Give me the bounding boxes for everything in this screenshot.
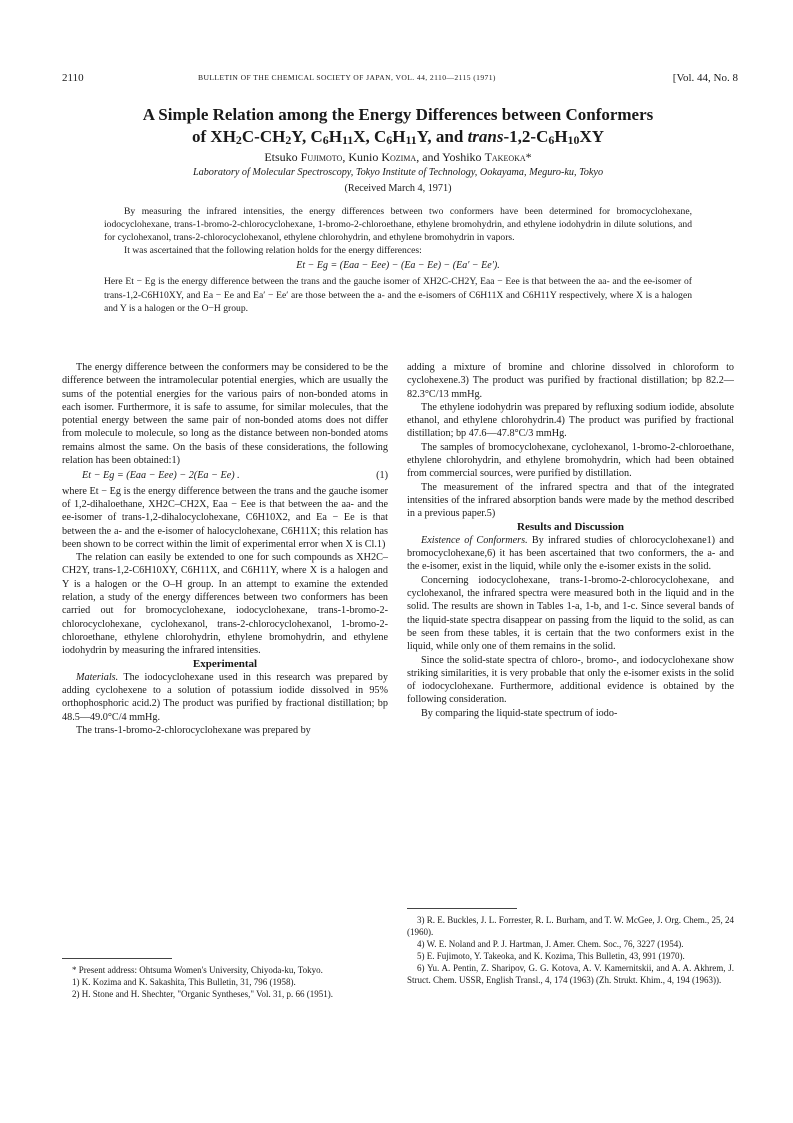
abstract	[104, 205, 692, 315]
body-paragraph: The measurement of the infrared spectra and that of the integrated intensities of the infrared absorption bands were made by the method described in a previous paper.5)	[407, 481, 734, 520]
right-column	[407, 361, 734, 720]
footnote: 3) R. E. Buckles, J. L. Forrester, R. L. Burham, and T. W. McGee, J. Org. Chem., 25, 24 (1960).	[407, 915, 734, 937]
body-paragraph: adding a mixture of bromine and chlorine dissolved in chloroform to cyclohexene.3) The product was purified by fractional distillation; bp 82.2—82.3°C/13 mmHg.	[407, 362, 734, 400]
title-line-2: of $XH_2C-CH_2Y$, $C_6H_{11}X$, $C_6H_{11}Y$, and trans-$1,2-C_6H_{10}XY$	[192, 127, 604, 147]
title-line-1: A Simple Relation among the Energy Differences between Conformers	[142, 105, 654, 124]
footnote: 1) K. Kozima and K. Sakashita, This Bulletin, 31, 796 (1958).	[72, 977, 296, 987]
abstract-paragraph: Here Et − Eg is the energy difference between the trans and the gauche isomer of XH2C-CH2Y, Eaa − Eee is that between the aa- and the ee-isomer of trans-1,2-C6H10XY, and Ea − Ee and Ea′ − Ee′ are those between the a- and the e-isomers of C6H11X and C6H11Y respectively, where X is a halogen and Y is a halogen or the O−H group.	[104, 276, 692, 314]
body-paragraph: The trans-1-bromo-2-chlorocyclohexane was prepared by	[76, 725, 311, 737]
footnotes-left	[62, 958, 388, 1000]
footnotes-right	[407, 908, 734, 986]
footnote: * Present address: Ohtsuma Women's University, Chiyoda-ku, Tokyo.	[72, 965, 323, 975]
body-paragraph: Existence of Conformers. By infrared studies of chlorocyclohexane1) and bromocyclohexane,6) it has been ascertained that two conformers, the a- and the e-isomer, exist in the liquid, while only the e-isomer exists in the solid.	[407, 534, 735, 573]
body-paragraph: The ethylene iodohydrin was prepared by refluxing sodium iodide, absolute ethanol, and ethylene chlorohydrin.4) The product was purified by fractional distillation; bp 47.6—47.8°C/3 mmHg.	[407, 401, 734, 440]
section-heading-results: Results and Discussion	[517, 520, 624, 533]
volume-issue: [Vol. 44, No. 8	[672, 72, 738, 84]
abstract-paragraph: It was ascertained that the following relation holds for the energy differences:	[124, 245, 422, 257]
body-paragraph: The samples of bromocyclohexane, cyclohexanol, 1-bromo-2-chloroethane, ethylene chlorohydrin, and ethylene bromohydrin, which had been obtained from commercial sources, were purified by distillation.	[407, 441, 734, 480]
running-header	[62, 72, 738, 86]
body-paragraph: The energy difference between the conformers may be considered to be the difference between the intramolecular potential energies, which are usually the sums of the potential energies for the various pairs of non-bonded atoms in each isomer. Furthermore, it is safe to assume, for similar molecules, that the potential energy between the same pair of non-bonded atoms does not differ from molecule to molecule, so long as the distance between non-bonded atoms remains almost the same. On the basis of these considerations, the following relation has been obtained:1)	[62, 362, 388, 467]
footnote-rule	[407, 908, 517, 909]
body-paragraph: Since the solid-state spectra of chloro-, bromo-, and iodocyclohexane show striking similarities, it is very probable that only the e-isomer exists in the solid of iodocyclohexane. Furthermore, additional evidence is obtained by the following consideration.	[407, 654, 734, 706]
article-title	[60, 104, 736, 148]
abstract-paragraph: By measuring the infrared intensities, the energy differences between two conformers have been determined for bromocyclohexane, iodocyclohexane, trans-1-bromo-2-chlorocyclohexane, 1-bromo-2-chloroethane, ethylene bromohydrin, and ethylene iodohydrin in dilute solutions, and for cyclohexanol, trans-2-chlorocyclohexanol, ethylene chlorohydrin, and ethylene bromohydrin in vapors.	[104, 206, 692, 244]
footnote-rule	[62, 958, 172, 959]
body-paragraph: The relation can easily be extended to one for such compounds as XH2C–CH2Y, trans-1,2-C6H10XY, C6H11X, and C6H11Y, where X is a halogen and Y is a halogen or the O–H group. In an attempt to examine the extended relation, a study of the energy differences between two conformers has been carried out for bromocyclohexane, iodocyclohexane, trans-1-bromo-2-chlorocyclohexane, cyclohexanol, trans-2-chlorocyclohexanol, 1-bromo-2-chloroethane, ethylene chlorohydrin, ethylene bromohydrin, and ethylene iodohydrin by measuring the infrared intensities.	[62, 552, 388, 657]
received-date: (Received March 4, 1971)	[344, 183, 452, 194]
abstract-equation: Et − Eg = (Eaa − Eee) − (Ea − Ee) − (Ea′ − Ee′).	[296, 260, 500, 272]
body-paragraph: Concerning iodocyclohexane, trans-1-bromo-2-chlorocyclohexane, and cyclohexanol, the infrared spectra were measured both in the liquid and in the solid. The results are shown in Tables 1-a, 1-b, and 1-c. Since several bands of the liquid-state spectra disappear on passing from the liquid to the solid, as can be seen from these tables, it is certain that the two conformers exist in the liquid, while only one of them remains in the solid.	[407, 574, 734, 653]
author-list: Etsuko Fujimoto, Kunio Kozima, and Yoshiko Takeoka*	[264, 150, 532, 164]
equation-1: Et − Eg = (Eaa − Eee) − 2(Ea − Ee) . (1)	[82, 470, 388, 482]
footnote: 5) E. Fujimoto, Y. Takeoka, and K. Kozima, This Bulletin, 43, 991 (1970).	[417, 951, 685, 961]
body-paragraph: Materials. The iodocyclohexane used in this research was prepared by adding cyclohexene to a solution of potassium iodide dissolved in 95% orthophosphoric acid.2) The product was purified by fractional distillation; bp 48.5—49.0°C/4 mmHg.	[62, 671, 388, 723]
section-heading-experimental: Experimental	[192, 657, 258, 670]
page-number: 2110	[62, 72, 84, 84]
body-paragraph: By comparing the liquid-state spectrum of iodo-	[421, 707, 618, 719]
footnote: 2) H. Stone and H. Shechter, "Organic Syntheses," Vol. 31, p. 66 (1951).	[72, 989, 333, 999]
journal-citation: BULLETIN OF THE CHEMICAL SOCIETY OF JAPAN, VOL. 44, 2110—2115 (1971)	[198, 73, 496, 82]
left-column	[62, 361, 388, 737]
affiliation: Laboratory of Molecular Spectroscopy, Tokyo Institute of Technology, Ookayama, Meguro-ku, Tokyo	[192, 167, 604, 178]
footnote: 6) Yu. A. Pentin, Z. Sharipov, G. G. Kotova, A. V. Kamernitskii, and A. A. Akhrem, J. Struct. Chem. USSR, English Transl., 4, 174 (1963) (Zh. Strukt. Khim., 4, 194 (1963)).	[407, 963, 734, 985]
footnote: 4) W. E. Noland and P. J. Hartman, J. Amer. Chem. Soc., 76, 3227 (1954).	[417, 939, 684, 949]
body-paragraph: where Et − Eg is the energy difference between the trans and the gauche isomer of 1,2-dihaloethane, XH2C–CH2X, Eaa − Eee is that between the aa- and the ee-isomer of trans-1,2-dihalocyclohexane, C6H10X2, and Ea − Ee is that between the a- and the e-isomer of halocyclohexane, C6H11X; this relation has been shown to be correct within the limit of experimental error when X is Cl.1)	[62, 485, 388, 550]
